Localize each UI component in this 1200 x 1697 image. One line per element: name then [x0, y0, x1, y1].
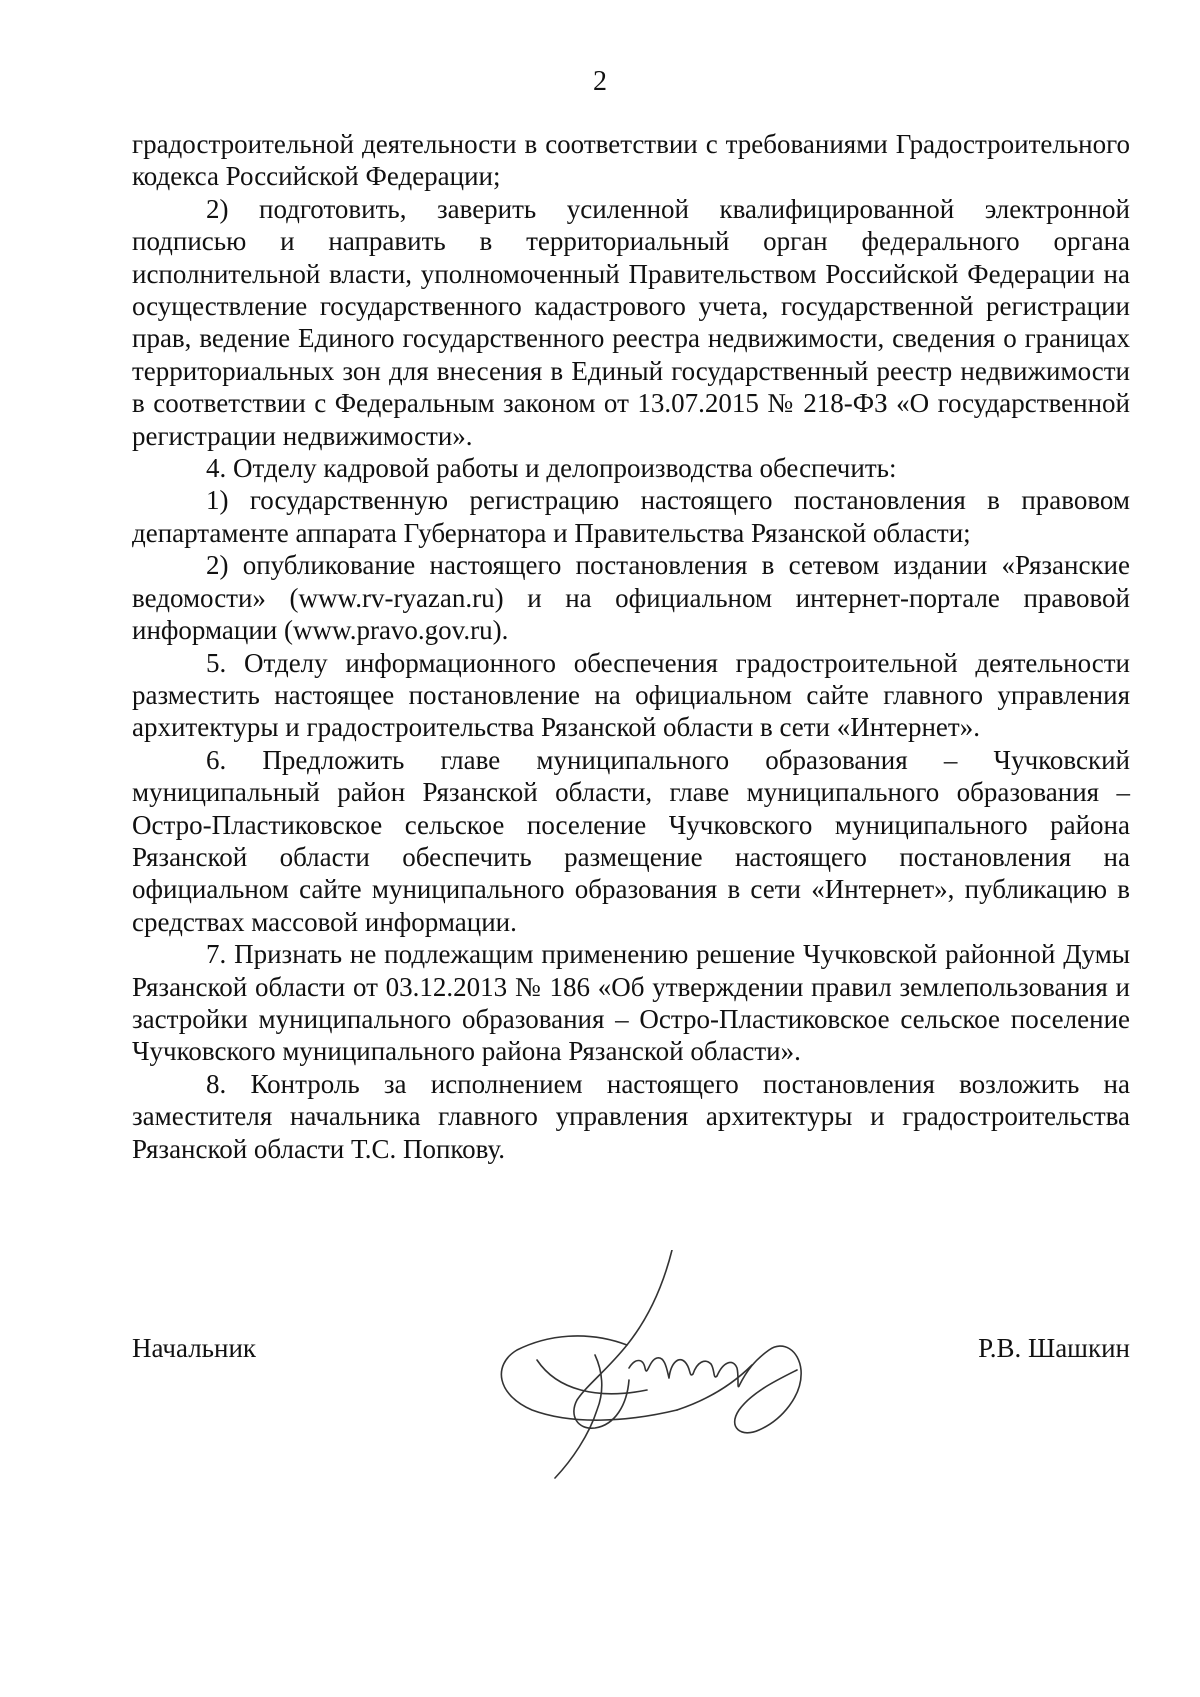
- paragraph-continuation: градостроительной деятельности в соответствии с требованиями Градостроительного кодекса Российской Федерации;: [132, 129, 1130, 192]
- paragraph-item-6: 6. Предложить главе муниципального образования – Чучковский муниципальный район Рязанской области, главе муниципального образования – Остро-Пластиковское сельское поселение Чучковского муниципального района Рязанской области обеспечить размещение настоящего постановления на официальном сайте муниципального образования в сети «Интернет», публикацию в средствах массовой информации.: [132, 744, 1130, 937]
- paragraph-item-4: 4. Отделу кадровой работы и делопроизводства обеспечить:: [206, 453, 897, 484]
- signatory-position: Начальник: [132, 1333, 257, 1363]
- signatory-name: Р.В. Шашкин: [978, 1333, 1130, 1363]
- signature-block: [132, 1332, 1130, 1532]
- paragraph-item-4-1: 1) государственную регистрацию настоящего постановления в правовом департаменте аппарата Губернатора и Правительства Рязанской области;: [132, 485, 1130, 548]
- paragraph-item-4-2: 2) опубликование настоящего постановления в сетевом издании «Рязанские ведомости» (www.rv-ryazan.ru) и на официальном интернет-портале правовой информации (www.pravo.gov.ru).: [132, 550, 1130, 646]
- paragraph-item-2-cadastral: 2) подготовить, заверить усиленной квалифицированной электронной подписью и направить в территориальный орган федерального органа исполнительной власти, уполномоченный Правительством Российской Федерации на осуществление государственного кадастрового учета, государственной регистрации прав, ведение Единого государственного реестра недвижимости, сведения о границах территориальных зон для внесения в Единый государственный реестр недвижимости в соответствии с Федеральным законом от 13.07.2015 № 218-ФЗ «О государственной регистрации недвижимости».: [132, 193, 1130, 451]
- page-number: 2: [593, 66, 607, 97]
- paragraph-item-7: 7. Признать не подлежащим применению решение Чучковской районной Думы Рязанской области от 03.12.2013 № 186 «Об утверждении правил землепользования и застройки муниципального образования – Остро-Пластиковское сельское поселение Чучковского муниципального района Рязанской области».: [132, 939, 1130, 1067]
- handwritten-signature: [477, 1250, 837, 1480]
- paragraph-item-8: 8. Контроль за исполнением настоящего постановления возложить на заместителя начальника главного управления архитектуры и градостроительства Рязанской области Т.С. Попкову.: [132, 1068, 1130, 1164]
- document-body: [132, 128, 1130, 1165]
- paragraph-item-5: 5. Отделу информационного обеспечения градостроительной деятельности разместить настоящее постановление на официальном сайте главного управления архитектуры и градостроительства Рязанской области в сети «Интернет».: [132, 647, 1130, 743]
